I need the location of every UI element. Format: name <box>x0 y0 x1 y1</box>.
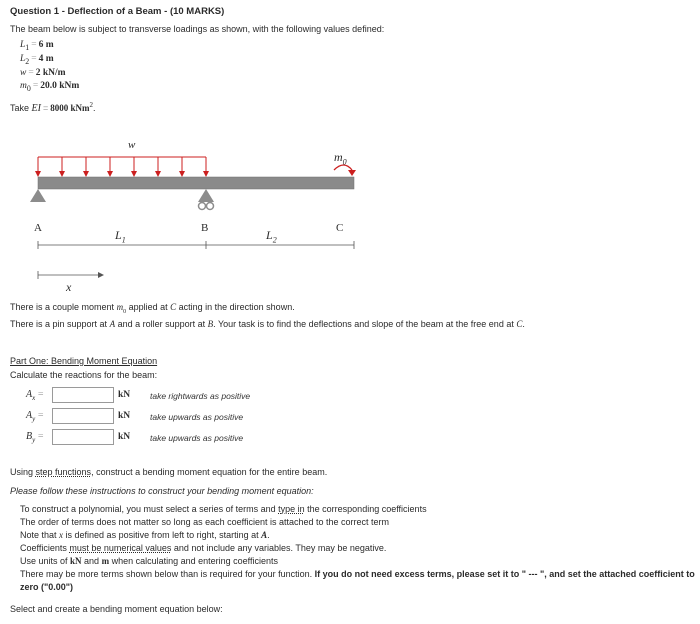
beam-diagram <box>0 130 380 300</box>
instruction-6-cont: zero ("0.00") <box>20 582 74 592</box>
load-label-w: w <box>128 139 136 151</box>
part-one-heading: Part One: Bending Moment Equation <box>10 356 158 366</box>
reaction-by-input[interactable] <box>52 429 114 445</box>
load-arrow-head <box>107 171 113 177</box>
reaction-ax-note: take rightwards as positive <box>150 391 251 401</box>
beam <box>38 177 354 189</box>
load-arrow-head <box>59 171 65 177</box>
step-functions-link[interactable]: step functions <box>35 467 92 477</box>
instruction-1: To construct a polynomial, you must select a series of terms and type in the corresponding coefficients <box>20 504 427 514</box>
description-line-2: There is a pin support at A and a roller support at B. Your task is to find the deflections and slope of the beam at the free end at C. <box>10 319 525 329</box>
value-m0: $m_0 = 20.0$ kNm <box>20 81 80 93</box>
reactions-instruction: Calculate the reactions for the beam: <box>10 370 158 380</box>
moment-arrowhead <box>348 170 356 176</box>
reaction-ax-label: $A_x$ = <box>26 389 44 402</box>
type-in-link[interactable]: type in <box>278 504 305 514</box>
label-x: x <box>66 280 72 294</box>
load-arrow-head <box>83 171 89 177</box>
question-intro: The beam below is subject to transverse loadings as shown, with the following values defined: <box>10 24 385 34</box>
instruction-6: There may be more terms shown below than is required for your function. If you do not need excess terms, please set it to " --- ", and set the attached coefficient to <box>20 569 695 579</box>
description-line-1: There is a couple moment $m_0$ applied at C acting in the direction shown. <box>10 302 295 315</box>
roller-wheel-right <box>207 203 214 210</box>
ei-line: Take EI = 8000 kNm$^2$. <box>10 101 96 114</box>
reaction-ay-unit: kN <box>118 411 131 421</box>
reaction-ax-unit: kN <box>118 390 131 400</box>
roller-wheel-left <box>199 203 206 210</box>
instruction-3: Note that x is defined as positive from left to right, starting at A. <box>20 530 270 540</box>
reaction-by-label: $B_y$ = <box>26 431 44 444</box>
moment-label-m0: $m_0$ <box>334 150 347 167</box>
label-c: C <box>336 222 344 234</box>
numerical-values-link[interactable]: must be numerical values <box>69 543 172 553</box>
value-l2: $L_2 = 4$ m <box>20 54 54 66</box>
label-a: A <box>34 222 42 234</box>
load-arrow-head <box>35 171 41 177</box>
value-w: w = 2 kN/m <box>20 68 66 78</box>
label-b: B <box>201 222 209 234</box>
load-arrow-head <box>179 171 185 177</box>
instruction-4: Coefficients must be numerical values and not include any variables. They may be negative. <box>20 543 387 553</box>
instruction-5: Use units of kN and m when calculating and entering coefficients <box>20 556 279 566</box>
reaction-ay-note: take upwards as positive <box>150 412 244 422</box>
load-arrow-head <box>203 171 209 177</box>
question-title: Question 1 - Deflection of a Beam - (10 MARKS) <box>10 6 225 17</box>
reaction-by-unit: kN <box>118 432 131 442</box>
reaction-ay-label: $A_y$ = <box>26 410 44 423</box>
reaction-by-note: take upwards as positive <box>150 433 244 443</box>
roller-support-b <box>198 189 214 202</box>
step-functions-intro: Using step functions, construct a bending moment equation for the entire beam. <box>10 467 328 477</box>
label-l2: $L_2$ <box>266 228 277 245</box>
follow-instructions: Please follow these instructions to construct your bending moment equation: <box>10 486 314 496</box>
label-l1: $L_1$ <box>115 228 126 245</box>
reaction-ax-input[interactable] <box>52 387 114 403</box>
reaction-ay-input[interactable] <box>52 408 114 424</box>
select-equation-label: Select and create a bending moment equation below: <box>10 604 223 614</box>
load-arrow-head <box>155 171 161 177</box>
load-arrow-head <box>131 171 137 177</box>
distributed-load-arrows <box>35 157 209 177</box>
value-l1: $L_1 = 6$ m <box>20 40 54 52</box>
instruction-2: The order of terms does not matter so long as each coefficient is attached to the correct term <box>20 517 390 527</box>
pin-support-a <box>30 189 46 202</box>
